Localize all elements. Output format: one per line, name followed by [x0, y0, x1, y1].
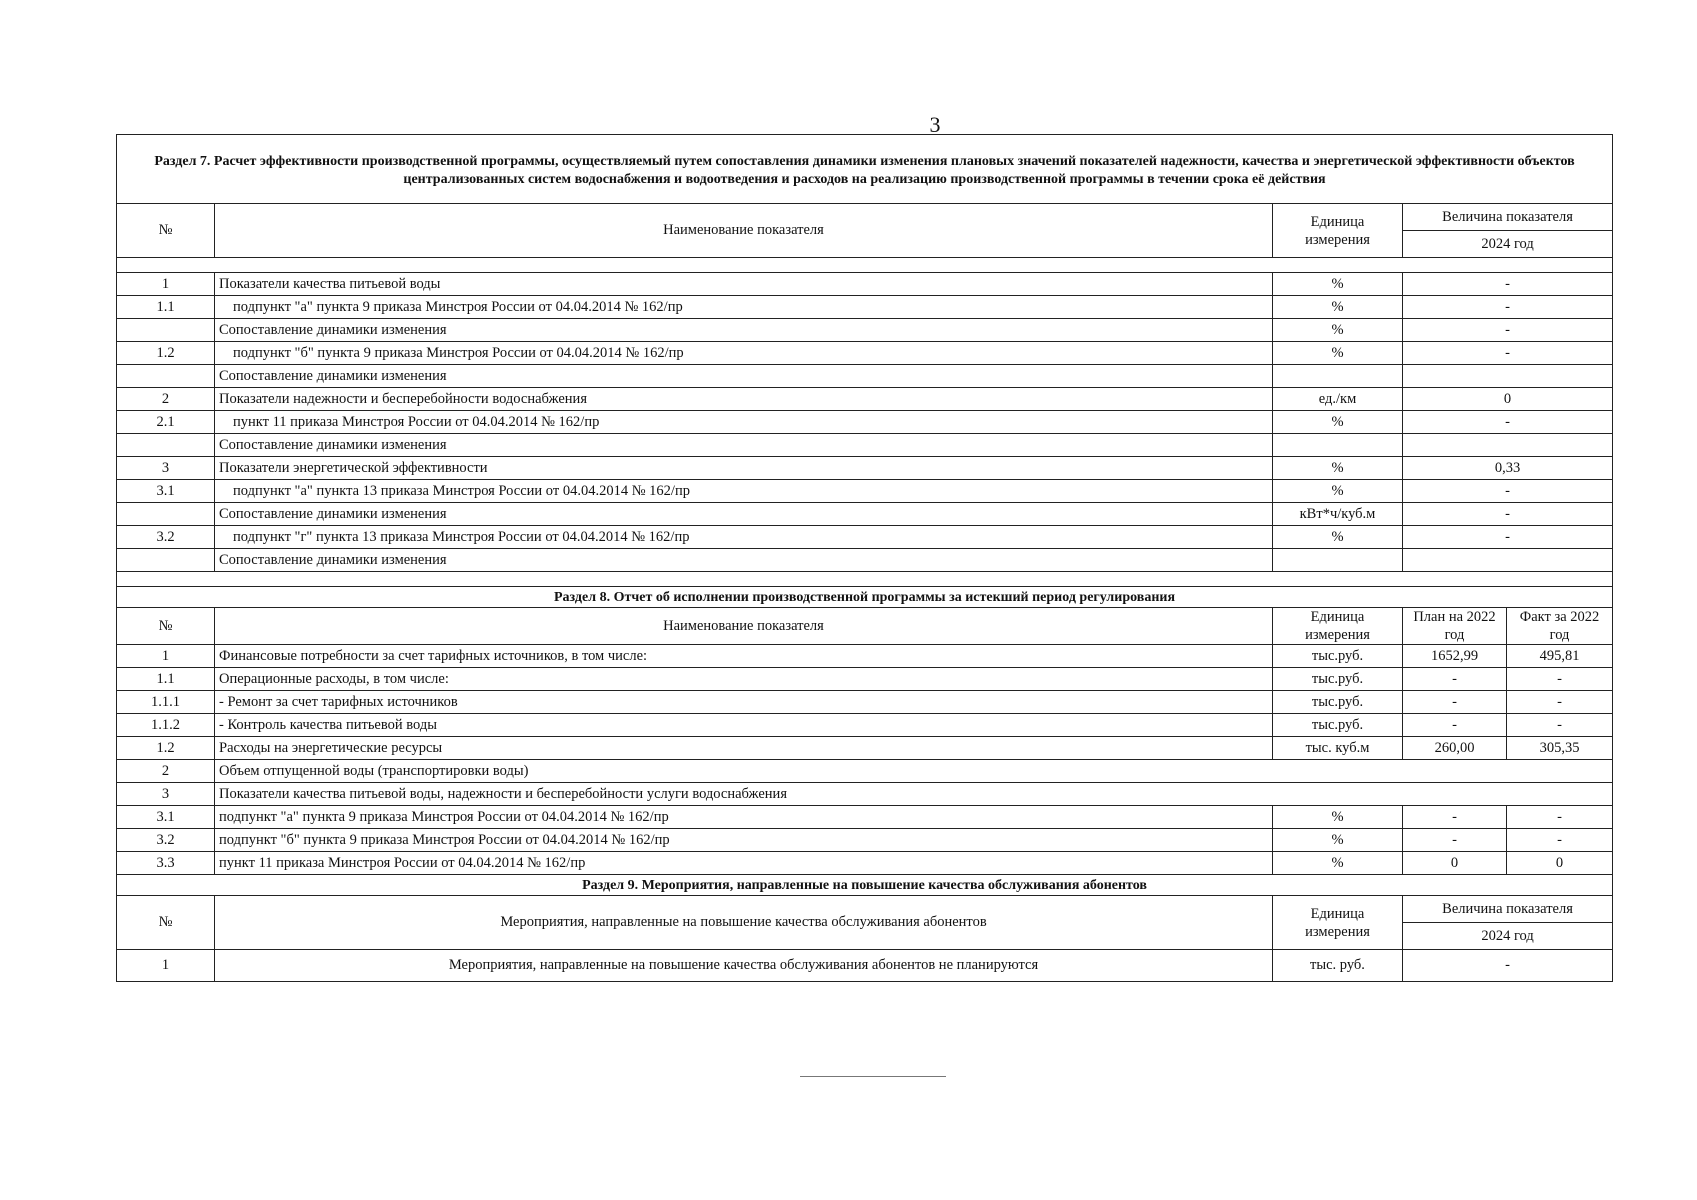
- table-row: [117, 852, 1613, 875]
- row-unit: ед./км: [1273, 388, 1403, 411]
- row-num: 1: [117, 950, 215, 982]
- row-unit: %: [1273, 342, 1403, 365]
- table-row: [117, 434, 1613, 457]
- row-unit: [1273, 434, 1403, 457]
- row-num: 1: [117, 273, 215, 296]
- s7-header-num: №: [117, 204, 215, 258]
- row-unit: %: [1273, 852, 1403, 875]
- row-num: 1.1.2: [117, 714, 215, 737]
- row-name: Показатели качества питьевой воды, надежности и бесперебойности услуги водоснабжения: [215, 783, 1613, 806]
- row-unit: %: [1273, 526, 1403, 549]
- row-num: 1.1.1: [117, 691, 215, 714]
- row-name: Расходы на энергетические ресурсы: [215, 737, 1273, 760]
- row-fact: 0: [1507, 852, 1613, 875]
- row-num: 1.1: [117, 668, 215, 691]
- s8-header-plan: План на 2022 год: [1403, 608, 1507, 645]
- row-name: пункт 11 приказа Минстроя России от 04.04.2014 № 162/пр: [215, 852, 1273, 875]
- table-row: [117, 549, 1613, 572]
- table-row: [117, 806, 1613, 829]
- row-fact: -: [1507, 668, 1613, 691]
- row-num: 3: [117, 457, 215, 480]
- row-num: 1.1: [117, 296, 215, 319]
- table-row: [117, 737, 1613, 760]
- row-plan: -: [1403, 806, 1507, 829]
- row-value: [1403, 434, 1613, 457]
- row-plan: -: [1403, 668, 1507, 691]
- row-unit: кВт*ч/куб.м: [1273, 503, 1403, 526]
- table-row: [117, 714, 1613, 737]
- row-name: Сопоставление динамики изменения: [215, 319, 1273, 342]
- row-value: -: [1403, 950, 1613, 982]
- table-row: [117, 388, 1613, 411]
- row-name: - Ремонт за счет тарифных источников: [215, 691, 1273, 714]
- s7-header-name: Наименование показателя: [215, 204, 1273, 258]
- row-num: 3.1: [117, 480, 215, 503]
- s8-header-unit: Единица измерения: [1273, 608, 1403, 645]
- table-row: [117, 526, 1613, 549]
- table-row: [117, 457, 1613, 480]
- row-value: -: [1403, 319, 1613, 342]
- row-unit: %: [1273, 296, 1403, 319]
- row-name: - Контроль качества питьевой воды: [215, 714, 1273, 737]
- row-name: Операционные расходы, в том числе:: [215, 668, 1273, 691]
- row-fact: 495,81: [1507, 645, 1613, 668]
- row-name: подпункт "а" пункта 9 приказа Минстроя России от 04.04.2014 № 162/пр: [215, 806, 1273, 829]
- row-name: Показатели надежности и бесперебойности водоснабжения: [215, 388, 1273, 411]
- row-num: [117, 503, 215, 526]
- row-name: Мероприятия, направленные на повышение качества обслуживания абонентов не планируются: [215, 950, 1273, 982]
- spacer-row: [117, 572, 1613, 587]
- row-name: Сопоставление динамики изменения: [215, 434, 1273, 457]
- row-unit: %: [1273, 806, 1403, 829]
- row-unit: тыс.руб.: [1273, 691, 1403, 714]
- row-name: Показатели качества питьевой воды: [215, 273, 1273, 296]
- row-unit: [1273, 365, 1403, 388]
- row-value: -: [1403, 503, 1613, 526]
- row-unit: тыс.руб.: [1273, 645, 1403, 668]
- s7-header-value-group: Величина показателя: [1403, 204, 1613, 231]
- row-unit: тыс. куб.м: [1273, 737, 1403, 760]
- spacer-row: [117, 258, 1613, 273]
- row-name: подпункт "а" пункта 9 приказа Минстроя России от 04.04.2014 № 162/пр: [215, 296, 1273, 319]
- row-unit: [1273, 549, 1403, 572]
- row-plan: 0: [1403, 852, 1507, 875]
- s9-header-unit: Единица измерения: [1273, 896, 1403, 950]
- row-name: Объем отпущенной воды (транспортировки воды): [215, 760, 1613, 783]
- s7-header-unit: Единица измерения: [1273, 204, 1403, 258]
- row-plan: 1652,99: [1403, 645, 1507, 668]
- row-name: Показатели энергетической эффективности: [215, 457, 1273, 480]
- row-num: 3.3: [117, 852, 215, 875]
- row-name: Финансовые потребности за счет тарифных источников, в том числе:: [215, 645, 1273, 668]
- row-unit: тыс. руб.: [1273, 950, 1403, 982]
- s7-header-year: 2024 год: [1403, 231, 1613, 258]
- row-num: [117, 319, 215, 342]
- table-row: [117, 480, 1613, 503]
- s9-header-num: №: [117, 896, 215, 950]
- table-row: [117, 645, 1613, 668]
- row-value: -: [1403, 273, 1613, 296]
- row-num: [117, 434, 215, 457]
- row-num: 3.2: [117, 829, 215, 852]
- row-name: пункт 11 приказа Минстроя России от 04.04.2014 № 162/пр: [215, 411, 1273, 434]
- row-unit: тыс.руб.: [1273, 714, 1403, 737]
- row-unit: тыс.руб.: [1273, 668, 1403, 691]
- row-num: 1.2: [117, 737, 215, 760]
- row-unit: %: [1273, 480, 1403, 503]
- row-unit: %: [1273, 411, 1403, 434]
- row-value: -: [1403, 411, 1613, 434]
- row-name: подпункт "б" пункта 9 приказа Минстроя России от 04.04.2014 № 162/пр: [215, 829, 1273, 852]
- section9-title: Раздел 9. Мероприятия, направленные на повышение качества обслуживания абонентов: [117, 875, 1613, 896]
- table-row: [117, 691, 1613, 714]
- row-name: подпункт "а" пункта 13 приказа Минстроя России от 04.04.2014 № 162/пр: [215, 480, 1273, 503]
- row-num: 2: [117, 388, 215, 411]
- row-fact: 305,35: [1507, 737, 1613, 760]
- s9-header-year: 2024 год: [1403, 923, 1613, 950]
- row-num: 3: [117, 783, 215, 806]
- row-value: 0: [1403, 388, 1613, 411]
- footer-divider: [800, 1076, 946, 1077]
- row-num: 1.2: [117, 342, 215, 365]
- row-num: 2.1: [117, 411, 215, 434]
- table-row: [117, 950, 1613, 982]
- row-value: -: [1403, 342, 1613, 365]
- row-value: [1403, 549, 1613, 572]
- row-value: -: [1403, 296, 1613, 319]
- row-value: [1403, 365, 1613, 388]
- table-row: [117, 829, 1613, 852]
- table-row: [117, 273, 1613, 296]
- row-plan: 260,00: [1403, 737, 1507, 760]
- row-num: 3.1: [117, 806, 215, 829]
- row-num: 3.2: [117, 526, 215, 549]
- row-num: [117, 365, 215, 388]
- row-value: 0,33: [1403, 457, 1613, 480]
- section8-title: Раздел 8. Отчет об исполнении производственной программы за истекший период регулирования: [117, 587, 1613, 608]
- row-name: Сопоставление динамики изменения: [215, 503, 1273, 526]
- s8-header-name: Наименование показателя: [215, 608, 1273, 645]
- table-row: [117, 342, 1613, 365]
- table-row: [117, 296, 1613, 319]
- row-name: Сопоставление динамики изменения: [215, 365, 1273, 388]
- s9-header-name: Мероприятия, направленные на повышение качества обслуживания абонентов: [215, 896, 1273, 950]
- row-unit: %: [1273, 829, 1403, 852]
- row-name: подпункт "г" пункта 13 приказа Минстроя России от 04.04.2014 № 162/пр: [215, 526, 1273, 549]
- row-plan: -: [1403, 714, 1507, 737]
- row-fact: -: [1507, 829, 1613, 852]
- s8-header-fact: Факт за 2022 год: [1507, 608, 1613, 645]
- table-row: [117, 668, 1613, 691]
- document-sheet: [116, 134, 1612, 982]
- row-unit: %: [1273, 457, 1403, 480]
- row-name: подпункт "б" пункта 9 приказа Минстроя России от 04.04.2014 № 162/пр: [215, 342, 1273, 365]
- table-row: [117, 365, 1613, 388]
- table-row: [117, 783, 1613, 806]
- table-row: [117, 503, 1613, 526]
- row-fact: -: [1507, 806, 1613, 829]
- row-unit: %: [1273, 319, 1403, 342]
- table-row: [117, 760, 1613, 783]
- row-fact: -: [1507, 691, 1613, 714]
- row-num: [117, 549, 215, 572]
- page-number: 3: [929, 112, 941, 137]
- s9-header-value-group: Величина показателя: [1403, 896, 1613, 923]
- row-unit: %: [1273, 273, 1403, 296]
- row-plan: -: [1403, 691, 1507, 714]
- row-num: 2: [117, 760, 215, 783]
- row-plan: -: [1403, 829, 1507, 852]
- table-row: [117, 411, 1613, 434]
- row-value: -: [1403, 480, 1613, 503]
- row-fact: -: [1507, 714, 1613, 737]
- report-table: [116, 134, 1613, 982]
- row-value: -: [1403, 526, 1613, 549]
- s8-header-num: №: [117, 608, 215, 645]
- table-row: [117, 319, 1613, 342]
- row-num: 1: [117, 645, 215, 668]
- row-name: Сопоставление динамики изменения: [215, 549, 1273, 572]
- section7-title: Раздел 7. Расчет эффективности производственной программы, осуществляемый путем сопоставления динамики изменения плановых значений показателей надежности, качества и энергетической эффективности объектов централизованных систем водоснабжения и водоотведения и расходов на реализацию производственной программы в течении срока её действия: [117, 135, 1613, 204]
